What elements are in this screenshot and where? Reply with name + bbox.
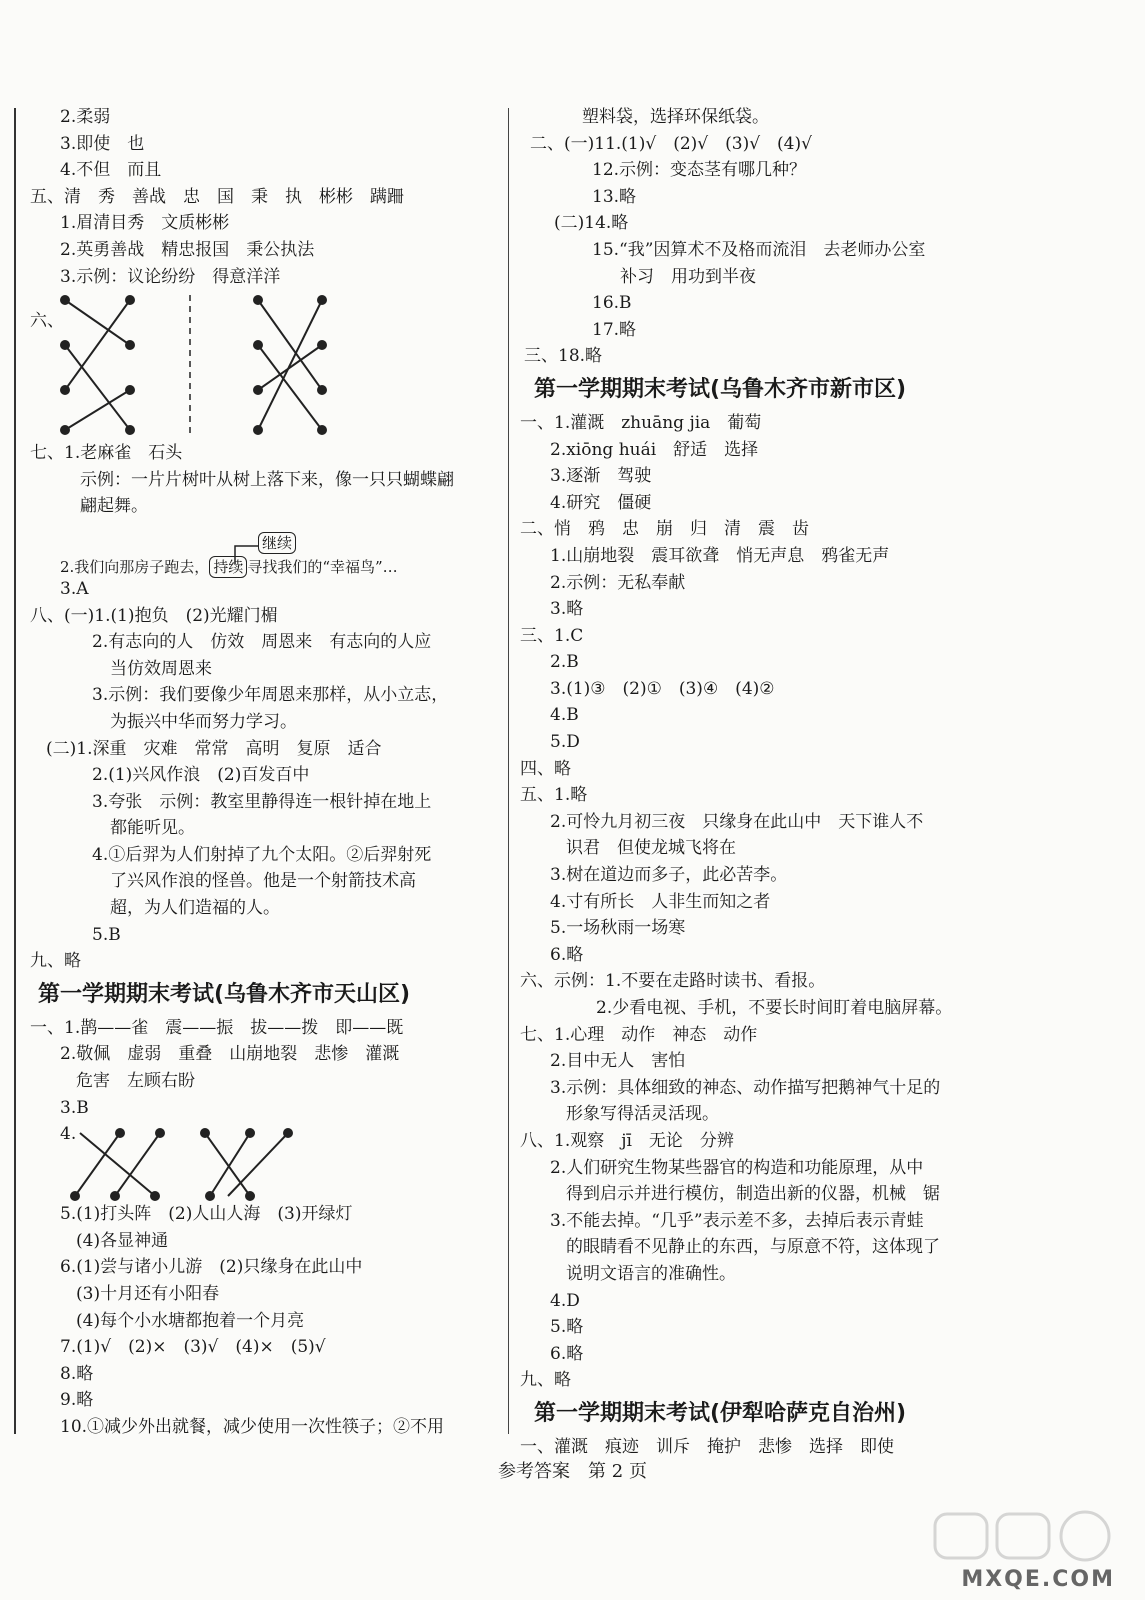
match-dot [126,296,134,304]
match-dot [254,341,262,349]
answer-line: 5.一场秋雨一场寒 [550,918,686,939]
answer-line: 七、1.心理 动作 神态 动作 [520,1024,758,1045]
match-dot [254,296,262,304]
match-line [65,300,130,390]
left-margin-rule [14,108,16,1434]
answer-line: 八、1.观察 jī 无论 分辨 [520,1130,734,1151]
answer-line: 3.示例：具体细致的神态、动作描写把鹅神气十足的 [550,1077,941,1098]
answer-line: 2.有志向的人 仿效 周恩来 有志向的人应 [92,632,432,653]
match-dot [206,1192,214,1200]
marked-word: 持续 [209,556,247,578]
answer-line: (二)1.深重 灾难 常常 高明 复原 适合 [46,738,382,759]
answer-line: 了兴风作浪的怪兽。他是一个射箭技术高 [110,871,416,892]
match-line [115,1133,160,1196]
matching-lines [30,290,500,440]
answer-line: 2.(1)兴风作浪 (2)百发百中 [92,765,310,786]
answer-line: 九、略 [520,1370,571,1391]
match-line [258,300,322,430]
exam-title: 第一学期期末考试(乌鲁木齐市新市区) [534,376,907,402]
match-line [65,345,130,430]
answer-line: 7.(1)√ (2)× (3)√ (4)× (5)√ [60,1337,326,1358]
answer-line: 六、示例：1.不要在走路时读书、看报。 [520,971,826,992]
match-dot [254,426,262,434]
answer-line: 4.B [550,705,579,726]
answer-line: 2.B [550,652,579,673]
answer-line: 2.人们研究生物某些器官的构造和功能原理，从中 [550,1157,924,1178]
answer-line: 2.敬佩 虚弱 重叠 山崩地裂 悲惨 灌溉 [60,1044,400,1065]
match-dot [116,1129,124,1137]
match-dot [61,426,69,434]
match-dot [111,1192,119,1200]
match-dot [318,386,326,394]
answer-line: 示例：一片片树叶从树上落下来，像一只只蝴蝶翩 [80,469,454,490]
match-dot [126,341,134,349]
answer-line: 3.(1)③ (2)① (3)④ (4)② [550,678,775,699]
answer-line: (4)各显神通 [76,1230,169,1251]
answer-line [60,554,398,581]
answer-line: 3.A [60,578,89,599]
answer-line: 8.略 [60,1363,94,1384]
answer-line: 3.示例：议论纷纷 得意洋洋 [60,266,281,287]
sentence-prefix: 2.我们向那房子跑去， [60,557,210,576]
exam-title: 第一学期期末考试(乌鲁木齐市天山区) [38,981,411,1007]
answer-line: 为振兴中华而努力学习。 [110,711,297,732]
answer-line: 三、1.C [520,625,584,646]
answer-line: 5.(1)打头阵 (2)人山人海 (3)开绿灯 [60,1204,353,1225]
answer-line: 翩起舞。 [80,496,148,517]
answer-line: 12.示例：变态茎有哪几种？ [592,160,807,181]
answer-line: 3.B [60,1097,89,1118]
answer-line: 6.略 [550,1343,584,1364]
match-dot [318,296,326,304]
match-dot [318,426,326,434]
answer-line: 3.示例：我们要像少年周恩来那样，从小立志， [92,685,449,706]
matching-diagram-four [30,1121,500,1201]
right-column [520,104,990,1461]
answer-line: 识君 但使龙城飞将在 [566,838,736,859]
answer-line: 说明文语言的准确性。 [566,1263,736,1284]
answer-line: 2.可怜九月初三夜 只缘身在此山中 天下谁人不 [550,811,924,832]
matching-diagram-six [30,290,500,440]
answer-line: 一、灌溉 痕迹 训斥 掩护 悲惨 选择 即使 [520,1436,894,1457]
answer-line: 超，为人们造福的人。 [110,898,280,919]
answer-line: 2.示例：无私奉献 [550,572,686,593]
answer-line: 一、1.灌溉 zhuāng jia 葡萄 [520,412,762,433]
answer-line: 八、(一)1.(1)抱负 (2)光耀门楣 [30,605,278,626]
page-footer: 参考答案 第 2 页 [498,1461,647,1482]
answer-line: 6.略 [550,944,584,965]
match-line [228,1133,288,1196]
correction-word: 继续 [258,532,296,554]
answer-line: 2.xiōng huái 舒适 选择 [550,439,759,460]
match-dot [61,296,69,304]
left-column [30,104,500,1441]
answer-line: 三、18.略 [524,346,603,367]
match-dot [61,341,69,349]
answer-line: 1.山崩地裂 震耳欲聋 悄无声息 鸦雀无声 [550,545,890,566]
answer-line: 2.少看电视、手机，不要长时间盯着电脑屏幕。 [596,998,953,1018]
answer-line: (4)每个小水塘都抱着一个月亮 [76,1310,305,1331]
match-dot [201,1129,209,1137]
answer-line: 五、1.略 [520,785,588,806]
answer-line: 危害 左顾右盼 [76,1071,195,1092]
match-line [65,300,130,345]
answer-line: 4.①后羿为人们射掉了九个太阳。②后羿射死 [92,844,432,865]
answer-line: 得到启示并进行模仿，制造出新的仪器，机械 锯 [566,1184,940,1205]
matching-lines [30,1121,500,1201]
match-dot [246,1129,254,1137]
match-dot [151,1192,159,1200]
match-dot [71,1192,79,1200]
answer-line: 四、略 [520,758,571,779]
answer-line: 16.B [592,293,632,314]
answer-line: 3.略 [550,599,584,620]
answer-line: 九、略 [30,951,81,972]
answer-line: 6.(1)尝与诸小儿游 (2)只缘身在此山中 [60,1257,363,1278]
match-line [258,345,322,390]
answer-line: 3.夸张 示例：教室里静得连一根针掉在地上 [92,791,432,812]
section-label: 六、 [30,311,64,332]
match-dot [61,386,69,394]
match-dot [254,386,262,394]
answer-line: (二)14.略 [554,213,629,234]
match-line [75,1133,120,1196]
correction-sentence [30,520,500,576]
answer-line: 的眼睛看不见静止的东西，与原意不符，这体现了 [566,1237,940,1258]
match-line [258,345,322,430]
answer-line: 一、1.鹊——雀 震——振 拔——拨 即——既 [30,1017,404,1038]
answer-line: 4.研究 僵硬 [550,492,652,513]
match-dot [318,341,326,349]
answer-line: 当仿效周恩来 [110,658,212,679]
answer-line: 3.树在道边而多子，此必苦李。 [550,865,788,886]
sentence-suffix: 寻找我们的“幸福鸟”… [247,557,398,576]
match-line [80,1133,155,1196]
match-dot [284,1129,292,1137]
answer-line: 13.略 [592,186,637,207]
answer-line: 五、清 秀 善战 忠 国 秉 执 彬彬 蹒跚 [30,186,404,207]
answer-line: 二、(一)11.(1)√ (2)√ (3)√ (4)√ [530,133,812,154]
answer-line: 2.英勇善战 精忠报国 秉公执法 [60,239,315,260]
answer-line: 都能听见。 [110,818,195,839]
exam-title: 第一学期期末考试(伊犁哈萨克自治州) [534,1400,907,1426]
answer-line: 塑料袋，选择环保纸袋。 [582,107,769,127]
answer-line: 补习 用功到半夜 [620,266,756,287]
answer-line: (3)十月还有小阳春 [76,1284,220,1304]
match-dot [126,426,134,434]
match-dot [126,386,134,394]
answer-line: 5.B [92,924,121,945]
match-line [65,390,130,430]
answer-line: 2.柔弱 [60,107,111,127]
answer-line: 3.不能去掉。“几乎”表示差不多，去掉后表示青蛙 [550,1210,924,1231]
answer-line: 二、悄 鸦 忠 崩 归 清 震 齿 [520,519,809,540]
match-dot [156,1129,164,1137]
answer-line: 17.略 [592,319,637,340]
watermark-text: MXQE.COM [961,1567,1115,1592]
item-label: 4. [60,1124,77,1145]
answer-line: 15.“我”因算术不及格而流泪 去老师办公室 [592,239,926,260]
match-line [258,300,322,390]
answer-line: 形象写得活灵活现。 [566,1104,719,1125]
answer-line: 3.即使 也 [60,133,145,154]
answer-line: 4.D [550,1290,580,1311]
answer-line: 4.寸有所长 人非生而知之者 [550,891,771,912]
answer-line: 5.D [550,732,580,753]
match-dot [246,1192,254,1200]
answer-line: 5.略 [550,1317,584,1338]
answer-line: 2.目中无人 害怕 [550,1051,686,1072]
answer-line: 4.不但 而且 [60,160,162,181]
answer-line: 10.①减少外出就餐，减少使用一次性筷子；②不用 [60,1416,445,1437]
answer-line: 1.眉清目秀 文质彬彬 [60,213,230,234]
answer-line: 9.略 [60,1390,94,1411]
answer-line: 七、1.老麻雀 石头 [30,443,183,464]
answer-line: 3.逐渐 驾驶 [550,466,652,487]
column-divider [508,108,509,1434]
